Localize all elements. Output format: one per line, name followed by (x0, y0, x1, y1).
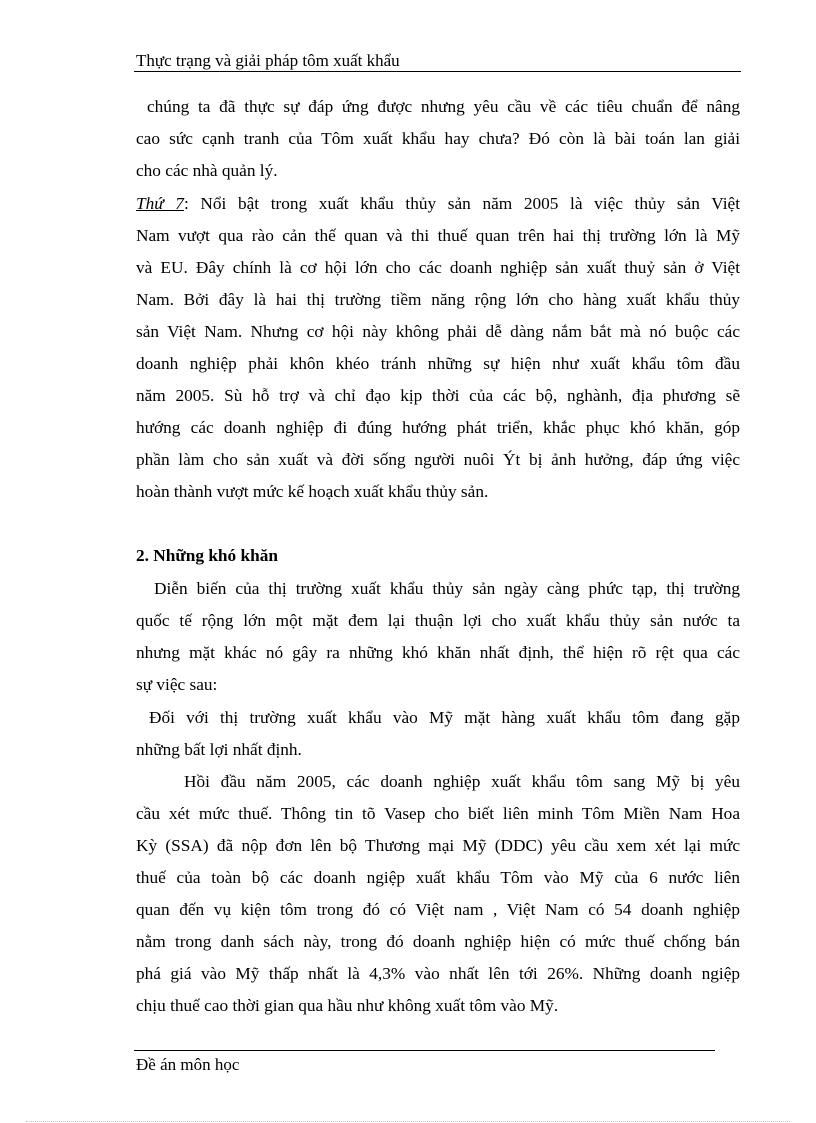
paragraph-line: cầu xét mức thuế. Thông tin tõ Vasep cho biết liên minh Tôm Miền Nam Hoa (136, 804, 740, 823)
paragraph-line: Diễn biến của thị trường xuất khẩu thủy sản ngày càng phức tạp, thị trường (154, 579, 740, 598)
paragraph-line: quốc tế rộng lớn một mặt đem lại thuận lợi cho xuất khẩu thủy sản nước ta (136, 611, 740, 630)
footer-rule (134, 1050, 715, 1051)
paragraph-line: quan đến vụ kiện tôm trong đó có Việt nam , Việt Nam có 54 doanh nghiệp (136, 900, 740, 919)
paragraph-line: Nam vượt qua rào cản thế quan và thi thuế quan trên hai thị trường lớn là Mỹ (136, 226, 740, 245)
paragraph-line: Nam. Bởi đây là hai thị trường tiềm năng rộng lớn cho hàng xuất khẩu thủy (136, 290, 740, 309)
paragraph-line: và EU. Đây chính là cơ hội lớn cho các doanh nghiệp sản xuất thuỷ sản ở Việt (136, 258, 740, 277)
header-rule (134, 71, 741, 72)
paragraph-line: thuế của toàn bộ các doanh ngiệp xuất khẩu Tôm vào Mỹ của 6 nước liên (136, 868, 740, 887)
paragraph-line: phá giá vào Mỹ thấp nhất là 4,3% vào nhất lên tới 26%. Những doanh ngiệp (136, 964, 740, 983)
paragraph-line: nhưng mặt khác nó gây ra những khó khăn nhất định, thể hiện rõ rệt qua các (136, 643, 740, 662)
paragraph-line: năm 2005. Sù hỗ trợ và chỉ đạo kịp thời của các bộ, nghành, địa phương sẽ (136, 386, 740, 405)
paragraph-line: sản Việt Nam. Nhưng cơ hội này không phải dễ dàng nắm bắt mà nó buộc các (136, 322, 740, 341)
paragraph-line: những bất lợi nhất định. (136, 740, 302, 759)
paragraph-line: hoàn thành vượt mức kế hoạch xuất khẩu thủy sản. (136, 482, 489, 501)
paragraph-line: sự việc sau: (136, 675, 218, 694)
paragraph-line: phần làm cho sản xuất và đời sống người nuôi Ýt bị ảnh hưởng, đáp ứng việc (136, 450, 740, 469)
paragraph-line: Hồi đầu năm 2005, các doanh nghiệp xuất khẩu tôm sang Mỹ bị yêu (184, 772, 740, 791)
paragraph-label: Thứ 7 (136, 194, 184, 213)
paragraph-line: cao sức cạnh tranh của Tôm xuất khẩu hay chưa? Đó còn là bài toán lan giải (136, 129, 740, 148)
page-footer-text: Đề án môn học (136, 1055, 240, 1074)
paragraph-line: Đối với thị trường xuất khẩu vào Mỹ mặt hàng xuất khẩu tôm đang gặp (149, 708, 740, 727)
paragraph-line: Kỳ (SSA) đã nộp đơn lên bộ Thương mại Mỹ (DDC) yêu cầu xem xét lại mức (136, 836, 740, 855)
paragraph-line: doanh nghiệp phải khôn khéo tránh những sự hiện như xuất khẩu tôm đầu (136, 354, 740, 373)
section-heading: 2. Những khó khăn (136, 546, 278, 565)
page-edge (26, 1121, 790, 1122)
paragraph-line (136, 193, 740, 215)
paragraph-line: chúng ta đã thực sự đáp ứng được nhưng yêu cầu về các tiêu chuẩn để nâng (147, 97, 740, 116)
paragraph-line: cho các nhà quản lý. (136, 161, 278, 180)
paragraph-line: nằm trong danh sách này, trong đó doanh nghiệp hiện có mức thuế chống bán (136, 932, 740, 951)
paragraph-text: : Nổi bật trong xuất khẩu thủy sản năm 2005 là việc thủy sản Việt (183, 194, 740, 213)
page-header-title: Thực trạng và giải pháp tôm xuất khẩu (136, 51, 400, 70)
paragraph-line: hướng các doanh nghiệp đi đúng hướng phát triển, khắc phục khó khăn, góp (136, 418, 740, 437)
paragraph-line: chịu thuế cao thời gian qua hầu như không xuất tôm vào Mỹ. (136, 996, 559, 1015)
